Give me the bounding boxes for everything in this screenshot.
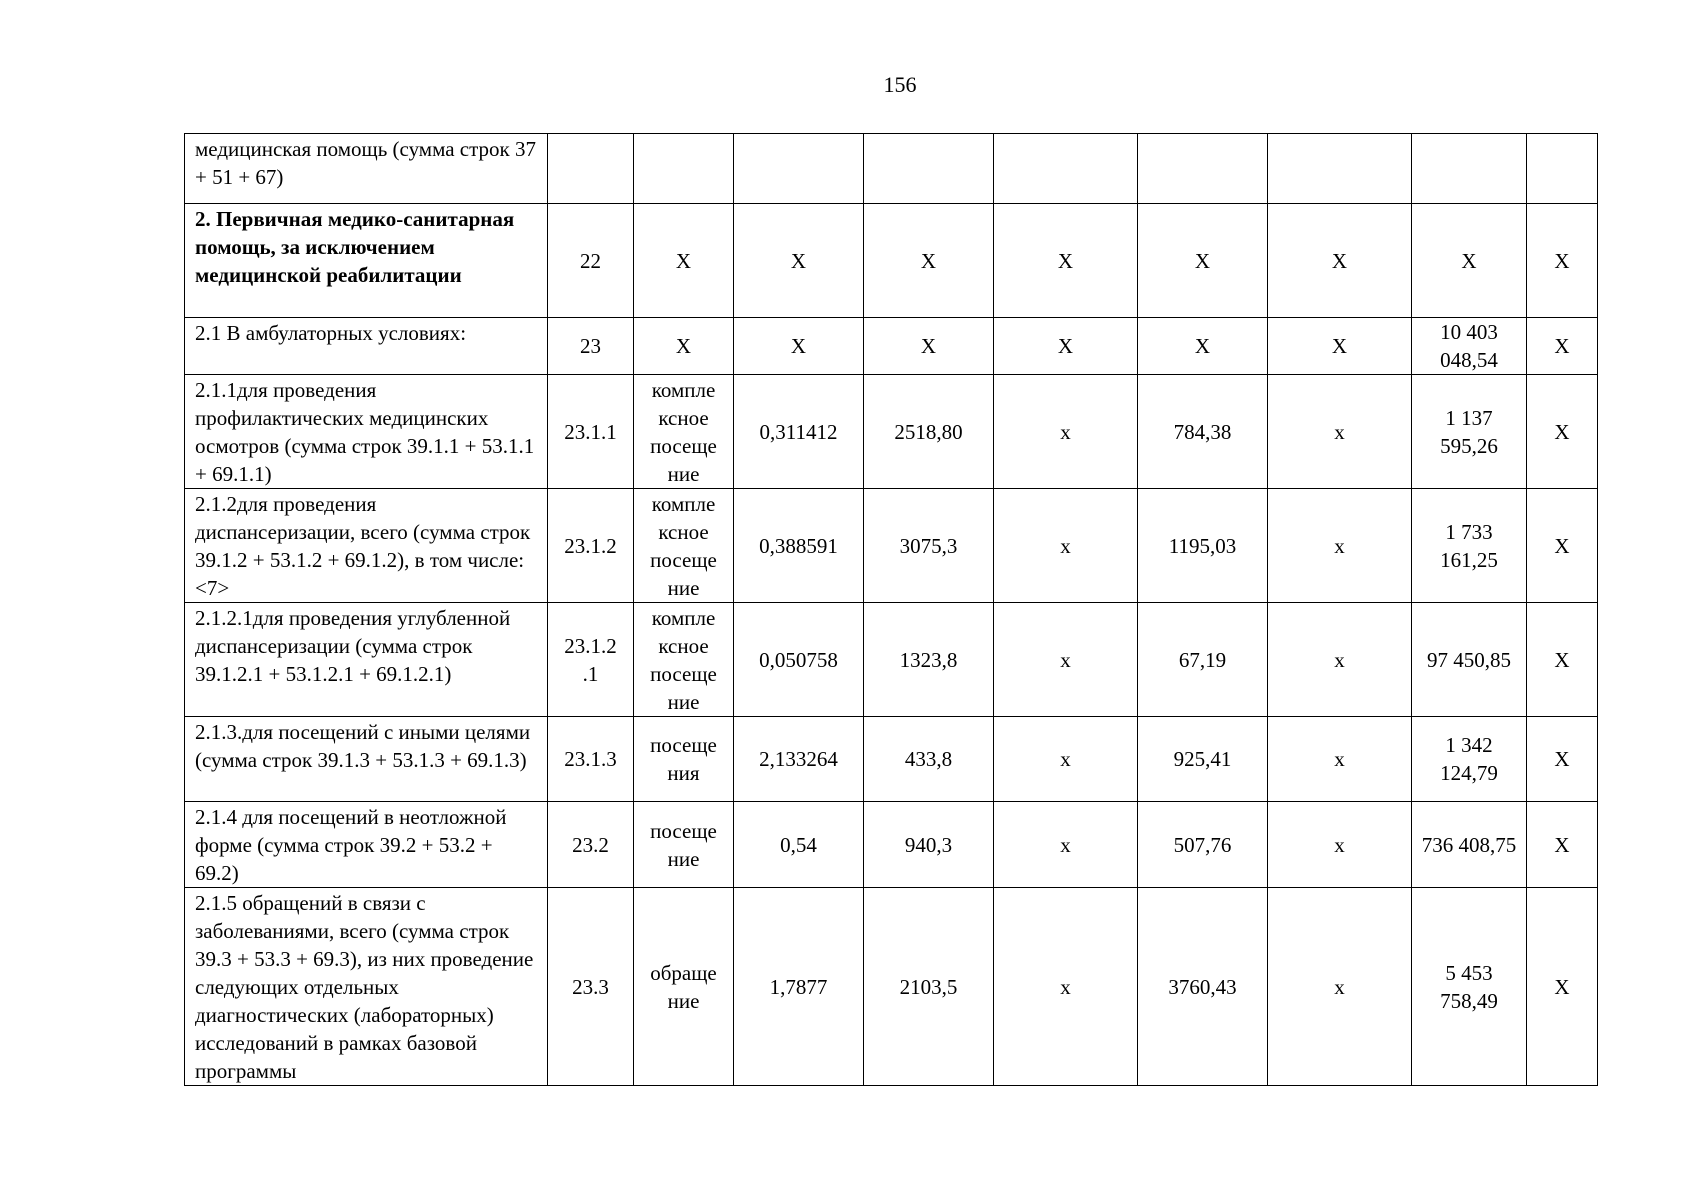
table-cell bbox=[734, 134, 864, 204]
table-cell: 1 342 124,79 bbox=[1412, 717, 1527, 802]
table-cell: X bbox=[1527, 489, 1598, 603]
table-cell: 736 408,75 bbox=[1412, 802, 1527, 888]
table-cell: х bbox=[994, 489, 1138, 603]
table-cell: 940,3 bbox=[864, 802, 994, 888]
table-cell: 0,050758 bbox=[734, 603, 864, 717]
table-cell: X bbox=[994, 204, 1138, 318]
table-cell: х bbox=[1268, 802, 1412, 888]
table-cell: X bbox=[734, 204, 864, 318]
table-cell: 2103,5 bbox=[864, 888, 994, 1086]
table-cell: 23.3 bbox=[548, 888, 634, 1086]
table-cell: X bbox=[1138, 204, 1268, 318]
table-row bbox=[185, 375, 1598, 489]
table-cell: 23.1.1 bbox=[548, 375, 634, 489]
table-cell: X bbox=[634, 318, 734, 375]
table-cell: X bbox=[1527, 603, 1598, 717]
table-cell bbox=[1138, 134, 1268, 204]
table-cell: 67,19 bbox=[1138, 603, 1268, 717]
table-cell: X bbox=[1527, 717, 1598, 802]
row-name-cell: 2.1 В амбулаторных условиях: bbox=[185, 318, 548, 375]
table-row bbox=[185, 318, 1598, 375]
table-cell: х bbox=[994, 603, 1138, 717]
table-cell: 23.1.3 bbox=[548, 717, 634, 802]
table-cell: 5 453 758,49 bbox=[1412, 888, 1527, 1086]
table-cell: х bbox=[994, 802, 1138, 888]
table-cell: 3075,3 bbox=[864, 489, 994, 603]
row-name-cell: 2.1.3.для посещений с иными целями (сумма строк 39.1.3 + 53.1.3 + 69.1.3) bbox=[185, 717, 548, 802]
table-cell: 1 733 161,25 bbox=[1412, 489, 1527, 603]
table-cell: 23.1.2 bbox=[548, 489, 634, 603]
table-cell bbox=[1527, 134, 1598, 204]
table-cell: X bbox=[1527, 318, 1598, 375]
table-cell: 0,388591 bbox=[734, 489, 864, 603]
table-cell: 2518,80 bbox=[864, 375, 994, 489]
table-cell bbox=[548, 134, 634, 204]
row-name-cell: 2.1.4 для посещений в неотложной форме (сумма строк 39.2 + 53.2 + 69.2) bbox=[185, 802, 548, 888]
table-cell: посеще ния bbox=[634, 717, 734, 802]
table-cell: X bbox=[634, 204, 734, 318]
table-cell: х bbox=[994, 888, 1138, 1086]
table-cell: х bbox=[1268, 717, 1412, 802]
table-cell: х bbox=[994, 717, 1138, 802]
table-cell: X bbox=[1412, 204, 1527, 318]
table-cell: 1 137 595,26 bbox=[1412, 375, 1527, 489]
row-name-cell: 2.1.2.1для проведения углубленной диспансеризации (сумма строк 39.1.2.1 + 53.1.2.1 + 69.1.2.1) bbox=[185, 603, 548, 717]
row-name-cell: 2. Первичная медико-санитарная помощь, за исключением медицинской реабилитации bbox=[185, 204, 548, 318]
table-cell: 784,38 bbox=[1138, 375, 1268, 489]
table-cell: X bbox=[994, 318, 1138, 375]
table-cell: 1,7877 bbox=[734, 888, 864, 1086]
table-cell: 433,8 bbox=[864, 717, 994, 802]
row-name-cell: 2.1.2для проведения диспансеризации, всего (сумма строк 39.1.2 + 53.1.2 + 69.1.2), в том числе: <7> bbox=[185, 489, 548, 603]
table-cell: X bbox=[1138, 318, 1268, 375]
table-cell: 2,133264 bbox=[734, 717, 864, 802]
table-cell: х bbox=[994, 375, 1138, 489]
table-cell: 0,54 bbox=[734, 802, 864, 888]
table-cell: х bbox=[1268, 888, 1412, 1086]
table-cell: X bbox=[734, 318, 864, 375]
page-number: 156 bbox=[883, 72, 917, 97]
table-cell: х bbox=[1268, 375, 1412, 489]
table-cell bbox=[634, 134, 734, 204]
table-cell: 23.2 bbox=[548, 802, 634, 888]
table-row bbox=[185, 717, 1598, 802]
table-cell: 23 bbox=[548, 318, 634, 375]
table-cell: 0,311412 bbox=[734, 375, 864, 489]
table-row bbox=[185, 802, 1598, 888]
row-name-cell: 2.1.1для проведения профилактических медицинских осмотров (сумма строк 39.1.1 + 53.1.1 + 69.1.1) bbox=[185, 375, 548, 489]
program-table bbox=[184, 133, 1598, 1086]
table-cell: х bbox=[1268, 603, 1412, 717]
table-cell bbox=[994, 134, 1138, 204]
table-cell: 1195,03 bbox=[1138, 489, 1268, 603]
table-cell: 97 450,85 bbox=[1412, 603, 1527, 717]
table-cell: компле ксное посеще ние bbox=[634, 489, 734, 603]
table-cell bbox=[1412, 134, 1527, 204]
row-name-cell: 2.1.5 обращений в связи с заболеваниями, всего (сумма строк 39.3 + 53.3 + 69.3), из них проведение следующих отдельных диагностических (лабораторных) исследований в рамках базовой программы bbox=[185, 888, 548, 1086]
table-cell: X bbox=[1268, 318, 1412, 375]
table-cell bbox=[1268, 134, 1412, 204]
table-cell: X bbox=[1527, 375, 1598, 489]
table-cell: X bbox=[1527, 204, 1598, 318]
table-cell: обраще ние bbox=[634, 888, 734, 1086]
table-cell: 1323,8 bbox=[864, 603, 994, 717]
table-cell: посеще ние bbox=[634, 802, 734, 888]
table-row bbox=[185, 489, 1598, 603]
table-row bbox=[185, 134, 1598, 204]
table-row bbox=[185, 603, 1598, 717]
table-row bbox=[185, 204, 1598, 318]
table-cell: X bbox=[1268, 204, 1412, 318]
table-cell: 10 403 048,54 bbox=[1412, 318, 1527, 375]
table-cell: X bbox=[1527, 802, 1598, 888]
table-cell: 925,41 bbox=[1138, 717, 1268, 802]
table-cell: компле ксное посеще ние bbox=[634, 375, 734, 489]
table-cell: 23.1.2 .1 bbox=[548, 603, 634, 717]
table-cell: х bbox=[1268, 489, 1412, 603]
table-cell: X bbox=[864, 204, 994, 318]
table-cell: X bbox=[864, 318, 994, 375]
row-name-cell: медицинская помощь (сумма строк 37 + 51 + 67) bbox=[185, 134, 548, 204]
table-row bbox=[185, 888, 1598, 1086]
table-cell: 507,76 bbox=[1138, 802, 1268, 888]
table-cell: компле ксное посеще ние bbox=[634, 603, 734, 717]
table-cell bbox=[864, 134, 994, 204]
table-cell: 22 bbox=[548, 204, 634, 318]
table-cell: X bbox=[1527, 888, 1598, 1086]
table-cell: 3760,43 bbox=[1138, 888, 1268, 1086]
